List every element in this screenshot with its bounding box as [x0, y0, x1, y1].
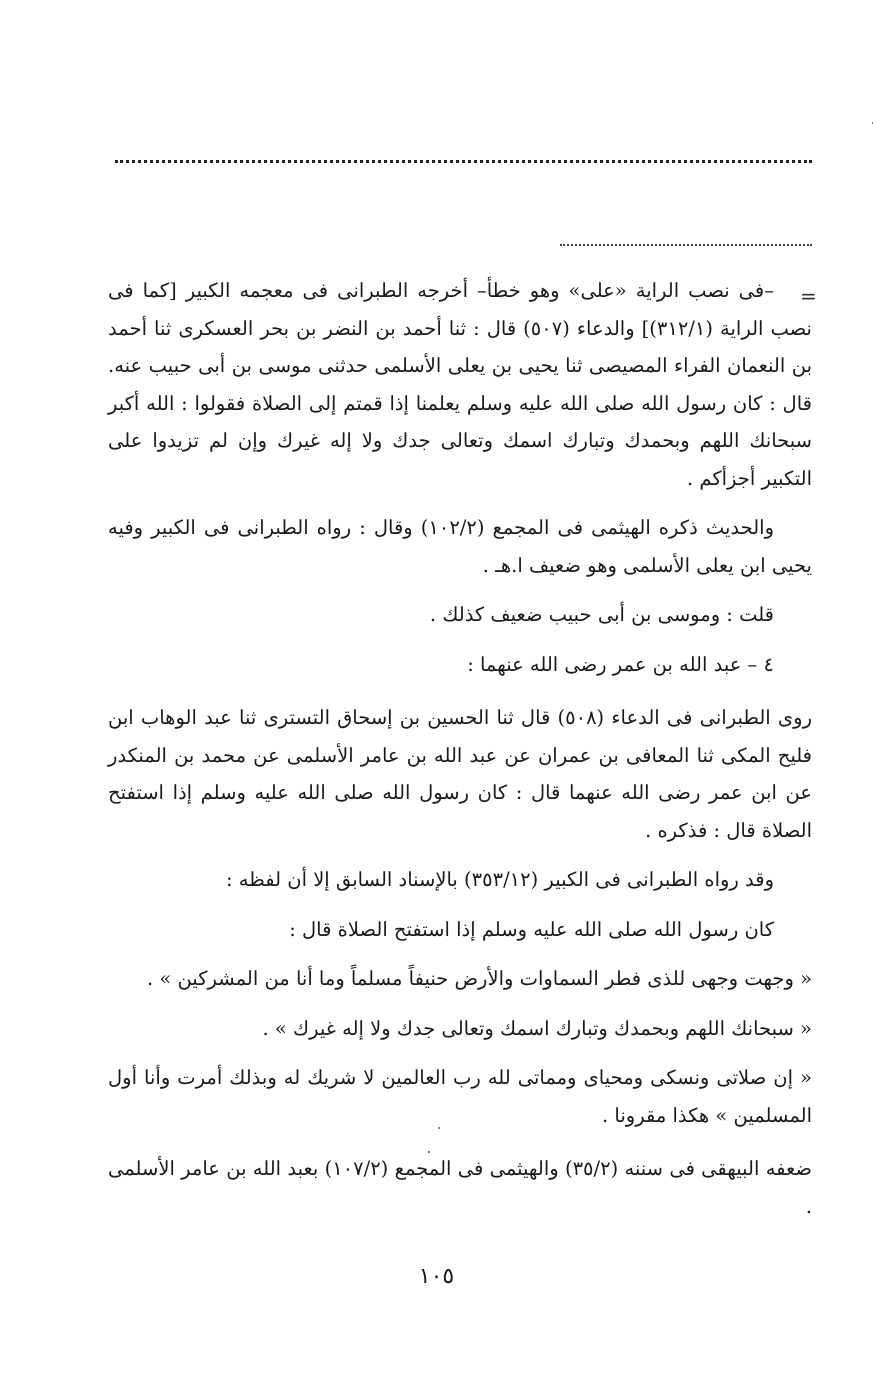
footnote-text-block [108, 272, 812, 1225]
quote-3: « إن صلاتى ونسكى ومحياى ومماتى لله رب العالمين لا شريك له وبذلك أمرت وأنا أول المسلمين » هكذا مقرونا . [108, 1066, 812, 1127]
scan-speck [428, 1151, 430, 1153]
quote-2: « سبحانك اللهم وبحمدك وتبارك اسمك وتعالى جدك ولا إله غيرك » . [262, 1016, 812, 1040]
paragraph-1: –فى نصب الراية «على» وهو خطأ– أخرجه الطبرانى فى معجمه الكبير [كما فى نصب الراية (٣١٢/١)] والدعاء (٥٠٧) قال : ثنا أحمد بن النضر بن بحر العسكرى ثنا أحمد بن النعمان الفراء المصيصى ثنا يحيى بن يعلى الأسلمى حدثنى موسى بن أبى حبيب عنه. قال : كان رسول الله صلى الله عليه وسلم يعلمنا إذا قمتم إلى الصلاة فقولوا : الله أكبر سبحانك اللهم وبحمدك وتبارك اسمك وتعالى جدك ولا إله غيرك وإن لم تزيدوا على التكبير أجزأكم . [108, 279, 812, 490]
paragraph-6: كان رسول الله صلى الله عليه وسلم إذا استفتح الصلاة قال : [289, 917, 774, 941]
continuation-mark: = [800, 284, 817, 308]
paragraph-7: ضعفه البيهقى فى سننه (٣٥/٢) والهيثمى فى المجمع (١٠٧/٢) بعبد الله بن عامر الأسلمى . [108, 1157, 812, 1218]
paragraph-5: وقد رواه الطبرانى فى الكبير (٣٥٣/١٢) بالإسناد السابق إلا أن لفظه : [226, 868, 774, 891]
quote-1: « وجهت وجهى للذى فطر السماوات والأرض حنيفاً مسلماً وما أنا من المشركين » . [146, 967, 812, 990]
dotted-separator-footnote [560, 244, 812, 246]
paragraph-4: روى الطبرانى فى الدعاء (٥٠٨) قال ثنا الحسين بن إسحاق التسترى ثنا عبد الوهاب ابن فليح المكى ثنا المعافى بن عمران عن عبد الله بن عامر الأسلمى عن محمد بن المنكدر عن ابن عمر رضى الله عنهما قال : كان رسول الله صلى الله عليه وسلم إذا استفتح الصلاة قال : فذكره . [108, 706, 812, 842]
scan-speck [438, 1127, 440, 1129]
paragraph-2: والحديث ذكره الهيثمى فى المجمع (١٠٢/٢) وقال : رواه الطبرانى فى الكبير وفيه يحيى ابن يعلى الأسلمى وهو ضعيف ا.هـ . [108, 516, 812, 577]
page-number: ١٠٥ [418, 1264, 455, 1289]
section-heading: ٤ – عبد الله بن عمر رضى الله عنهما : [467, 652, 774, 676]
dotted-separator-top [115, 160, 812, 163]
paragraph-3: قلت : وموسى بن أبى حبيب ضعيف كذلك . [429, 603, 774, 626]
